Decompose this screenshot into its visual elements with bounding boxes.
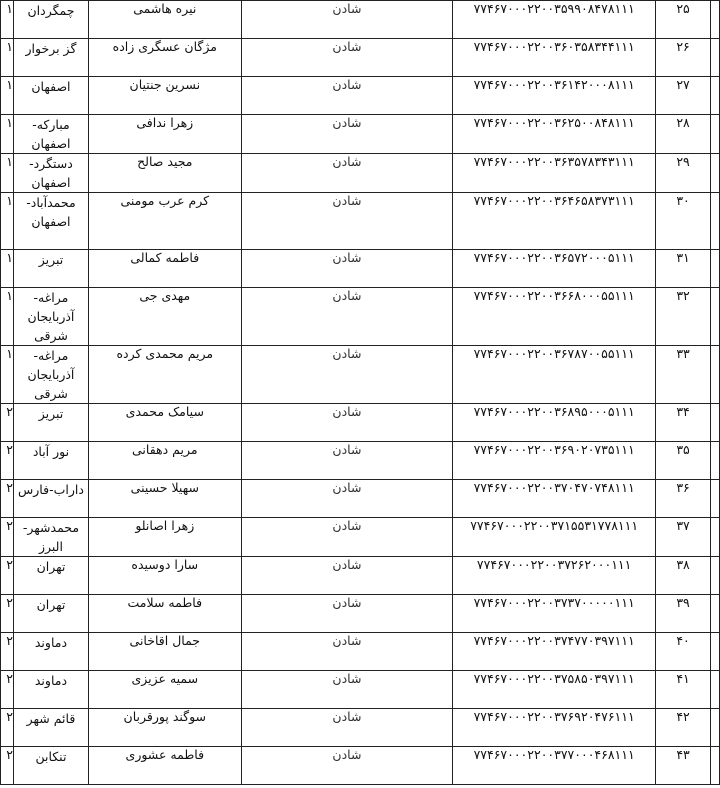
edge-cell <box>710 709 719 747</box>
row-number-cell: ۳۹ <box>656 595 711 633</box>
name-cell: سوگند پورقربان <box>88 709 241 747</box>
edge-cell <box>710 115 719 154</box>
edge-cell <box>710 193 719 250</box>
account-number-cell: ۷۷۴۶۷۰۰۰۲۲۰۰۳۶۶۸۰۰۰۵۵۱۱۱ <box>453 288 656 346</box>
row-number-cell: ۳۱ <box>656 250 711 288</box>
row-number-cell: ۴۲ <box>656 709 711 747</box>
account-number-cell: ۷۷۴۶۷۰۰۰۲۲۰۰۳۷۴۷۷۰۳۹۷۱۱۱ <box>453 633 656 671</box>
table-row <box>1 154 720 193</box>
company-cell: شادن <box>241 77 453 115</box>
account-number-cell: ۷۷۴۶۷۰۰۰۲۲۰۰۳۶۰۳۵۸۳۴۴۱۱۱ <box>453 39 656 77</box>
name-cell: مژگان عسگری زاده <box>88 39 241 77</box>
edge-cell <box>710 77 719 115</box>
edge-cell <box>710 346 719 404</box>
edge-cell <box>710 480 719 518</box>
row-number-cell: ۴۱ <box>656 671 711 709</box>
account-number-cell: ۷۷۴۶۷۰۰۰۲۲۰۰۳۷۷۰۰۰۴۶۸۱۱۱ <box>453 747 656 785</box>
city-cell: نور آباد <box>13 442 88 480</box>
company-cell: شادن <box>241 595 453 633</box>
edge-cell <box>710 595 719 633</box>
account-number-cell: ۷۷۴۶۷۰۰۰۲۲۰۰۳۷۰۴۷۰۷۴۸۱۱۱ <box>453 480 656 518</box>
table-row <box>1 595 720 633</box>
row-number-cell: ۲۸ <box>656 115 711 154</box>
city-cell: تبریز <box>13 404 88 442</box>
city-cell: تهران <box>13 595 88 633</box>
edge-cell <box>710 633 719 671</box>
row-number-cell: ۳۶ <box>656 480 711 518</box>
edge-cell <box>710 671 719 709</box>
left-number-cell: ۱ <box>1 250 14 288</box>
company-cell: شادن <box>241 288 453 346</box>
company-cell: شادن <box>241 193 453 250</box>
name-cell: زهرا اصانلو <box>88 518 241 557</box>
company-cell: شادن <box>241 747 453 785</box>
row-number-cell: ۳۳ <box>656 346 711 404</box>
name-cell: فاطمه سلامت <box>88 595 241 633</box>
account-number-cell: ۷۷۴۶۷۰۰۰۲۲۰۰۳۶۷۸۷۰۰۵۵۱۱۱ <box>453 346 656 404</box>
left-number-cell: ۲ <box>1 480 14 518</box>
name-cell: مریم دهقانی <box>88 442 241 480</box>
table-row <box>1 1 720 39</box>
city-cell: مراغه-آذربایجان شرقی <box>13 346 88 404</box>
company-cell: شادن <box>241 154 453 193</box>
company-cell: شادن <box>241 115 453 154</box>
account-number-cell: ۷۷۴۶۷۰۰۰۲۲۰۰۳۶۵۷۲۰۰۰۵۱۱۱ <box>453 250 656 288</box>
city-cell: چمگردان <box>13 1 88 39</box>
left-number-cell: ۱ <box>1 288 14 346</box>
name-cell: فاطمه کمالی <box>88 250 241 288</box>
table-row <box>1 747 720 785</box>
table-row <box>1 193 720 250</box>
name-cell: سمیه عزیزی <box>88 671 241 709</box>
left-number-cell: ۱ <box>1 346 14 404</box>
company-cell: شادن <box>241 1 453 39</box>
left-number-cell: ۱ <box>1 1 14 39</box>
account-number-cell: ۷۷۴۶۷۰۰۰۲۲۰۰۳۶۳۵۷۸۳۴۳۱۱۱ <box>453 154 656 193</box>
company-cell: شادن <box>241 442 453 480</box>
table-row <box>1 77 720 115</box>
name-cell: نسرین جنتیان <box>88 77 241 115</box>
account-number-cell: ۷۷۴۶۷۰۰۰۲۲۰۰۳۶۲۵۰۰۸۴۸۱۱۱ <box>453 115 656 154</box>
left-number-cell: ۲ <box>1 595 14 633</box>
company-cell: شادن <box>241 250 453 288</box>
city-cell: محمدآباد-اصفهان <box>13 193 88 250</box>
table-row <box>1 39 720 77</box>
account-number-cell: ۷۷۴۶۷۰۰۰۲۲۰۰۳۶۹۰۲۰۷۳۵۱۱۱ <box>453 442 656 480</box>
company-cell: شادن <box>241 709 453 747</box>
left-number-cell: ۱ <box>1 193 14 250</box>
row-number-cell: ۳۷ <box>656 518 711 557</box>
edge-cell <box>710 250 719 288</box>
table-row <box>1 633 720 671</box>
city-cell: قائم شهر <box>13 709 88 747</box>
company-cell: شادن <box>241 480 453 518</box>
name-cell: فاطمه عشوری <box>88 747 241 785</box>
table-row <box>1 442 720 480</box>
table-row <box>1 250 720 288</box>
city-cell: تهران <box>13 557 88 595</box>
row-number-cell: ۳۸ <box>656 557 711 595</box>
account-number-cell: ۷۷۴۶۷۰۰۰۲۲۰۰۳۶۱۴۲۰۰۰۸۱۱۱ <box>453 77 656 115</box>
row-number-cell: ۳۴ <box>656 404 711 442</box>
table-row <box>1 404 720 442</box>
row-number-cell: ۴۳ <box>656 747 711 785</box>
table-row <box>1 709 720 747</box>
edge-cell <box>710 557 719 595</box>
company-cell: شادن <box>241 633 453 671</box>
company-cell: شادن <box>241 671 453 709</box>
left-number-cell: ۲ <box>1 557 14 595</box>
company-cell: شادن <box>241 404 453 442</box>
name-cell: مریم محمدی کرده <box>88 346 241 404</box>
table-row <box>1 518 720 557</box>
table-row <box>1 288 720 346</box>
edge-cell <box>710 39 719 77</box>
edge-cell <box>710 404 719 442</box>
left-number-cell: ۲ <box>1 404 14 442</box>
company-cell: شادن <box>241 346 453 404</box>
city-cell: مراغه-آذربایجان شرقی <box>13 288 88 346</box>
city-cell: گز برخوار <box>13 39 88 77</box>
edge-cell <box>710 747 719 785</box>
city-cell: تنکابن <box>13 747 88 785</box>
company-cell: شادن <box>241 557 453 595</box>
left-number-cell: ۲ <box>1 671 14 709</box>
account-number-cell: ۷۷۴۶۷۰۰۰۲۲۰۰۳۷۲۶۲۰۰۰۱۱۱ <box>453 557 656 595</box>
account-number-cell: ۷۷۴۶۷۰۰۰۲۲۰۰۳۵۹۹۰۸۴۷۸۱۱۱ <box>453 1 656 39</box>
city-cell: محمدشهر-البرز <box>13 518 88 557</box>
table-row <box>1 480 720 518</box>
table-row <box>1 115 720 154</box>
edge-cell <box>710 154 719 193</box>
edge-cell <box>710 1 719 39</box>
account-number-cell: ۷۷۴۶۷۰۰۰۲۲۰۰۳۷۶۹۲۰۴۷۶۱۱۱ <box>453 709 656 747</box>
row-number-cell: ۲۶ <box>656 39 711 77</box>
left-number-cell: ۱ <box>1 39 14 77</box>
account-number-cell: ۷۷۴۶۷۰۰۰۲۲۰۰۳۷۳۷۰۰۰۰۰۱۱۱ <box>453 595 656 633</box>
company-cell: شادن <box>241 518 453 557</box>
name-cell: سهیلا حسینی <box>88 480 241 518</box>
name-cell: مهدی جی <box>88 288 241 346</box>
row-number-cell: ۳۰ <box>656 193 711 250</box>
city-cell: دماوند <box>13 633 88 671</box>
table-row <box>1 557 720 595</box>
left-number-cell: ۲ <box>1 633 14 671</box>
row-number-cell: ۳۵ <box>656 442 711 480</box>
city-cell: مبارکه-اصفهان <box>13 115 88 154</box>
table-row <box>1 346 720 404</box>
city-cell: داراب-فارس <box>13 480 88 518</box>
left-number-cell: ۲ <box>1 709 14 747</box>
account-number-cell: ۷۷۴۶۷۰۰۰۲۲۰۰۳۶۴۶۵۸۳۷۳۱۱۱ <box>453 193 656 250</box>
edge-cell <box>710 518 719 557</box>
company-cell: شادن <box>241 39 453 77</box>
row-number-cell: ۲۹ <box>656 154 711 193</box>
name-cell: جمال اقاخانی <box>88 633 241 671</box>
name-cell: سیامک محمدی <box>88 404 241 442</box>
city-cell: دستگرد-اصفهان <box>13 154 88 193</box>
name-cell: نیره هاشمی <box>88 1 241 39</box>
edge-cell <box>710 442 719 480</box>
table-row <box>1 671 720 709</box>
city-cell: تبریز <box>13 250 88 288</box>
left-number-cell: ۱ <box>1 77 14 115</box>
name-cell: سارا دوسیده <box>88 557 241 595</box>
account-number-cell: ۷۷۴۶۷۰۰۰۲۲۰۰۳۷۵۸۵۰۳۹۷۱۱۱ <box>453 671 656 709</box>
left-number-cell: ۱ <box>1 154 14 193</box>
row-number-cell: ۴۰ <box>656 633 711 671</box>
left-number-cell: ۲ <box>1 518 14 557</box>
row-number-cell: ۳۲ <box>656 288 711 346</box>
account-number-cell: ۷۷۴۶۷۰۰۰۲۲۰۰۳۷۱۵۵۳۱۷۷۸۱۱۱ <box>453 518 656 557</box>
edge-cell <box>710 288 719 346</box>
row-number-cell: ۲۷ <box>656 77 711 115</box>
city-cell: اصفهان <box>13 77 88 115</box>
name-cell: زهرا ندافی <box>88 115 241 154</box>
left-number-cell: ۱ <box>1 115 14 154</box>
name-cell: کرم عرب مومنی <box>88 193 241 250</box>
account-number-cell: ۷۷۴۶۷۰۰۰۲۲۰۰۳۶۸۹۵۰۰۰۵۱۱۱ <box>453 404 656 442</box>
name-cell: مجید صالح <box>88 154 241 193</box>
city-cell: دماوند <box>13 671 88 709</box>
left-number-cell: ۲ <box>1 442 14 480</box>
row-number-cell: ۲۵ <box>656 1 711 39</box>
left-number-cell: ۲ <box>1 747 14 785</box>
